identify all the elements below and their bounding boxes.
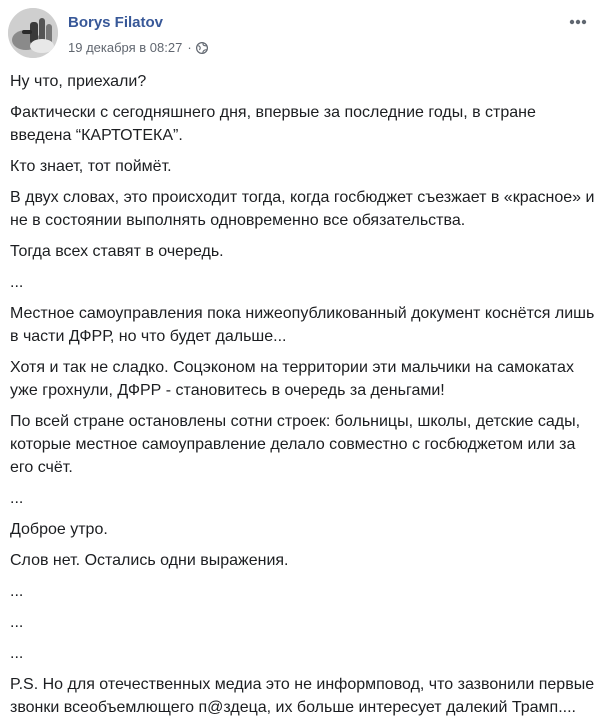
globe-icon[interactable] — [196, 42, 208, 54]
post-meta — [68, 40, 208, 55]
post-paragraph: Ну что, приехали? — [10, 73, 147, 90]
post-paragraph: В двух словах, это происходит тогда, когда госбюджет съезжает в «красное» и не в состоянии выполнять одновременно все обязательства. — [10, 189, 595, 229]
post-paragraph: ... — [10, 645, 24, 662]
post-body — [10, 70, 600, 727]
post-paragraph: Фактически с сегодняшнего дня, впервые за последние годы, в стране введена “КАРТОТЕКА”. — [10, 104, 536, 144]
avatar-photo-icon — [8, 8, 58, 58]
meta-separator: · — [187, 40, 192, 55]
post-timestamp[interactable]: 19 декабря в 08:27 — [68, 40, 183, 55]
post-paragraph: Кто знает, тот поймёт. — [10, 158, 172, 175]
post-paragraph: Хотя и так не сладко. Соцэконом на территории эти мальчики на самокатах уже грохнули, ДФРР - становитесь в очередь за деньгами! — [10, 359, 574, 399]
author-avatar[interactable] — [8, 8, 58, 58]
post-paragraph: ... — [10, 614, 24, 631]
post-paragraph: Местное самоуправления пока нижеопубликованный документ коснётся лишь в части ДФРР, но что будет дальше... — [10, 305, 595, 345]
post-paragraph: ... — [10, 490, 24, 507]
post-paragraph: Тогда всех ставят в очередь. — [10, 243, 224, 260]
post-paragraph: Слов нет. Остались одни выражения. — [10, 552, 289, 569]
post-paragraph: P.S. Но для отечественных медиа это не информповод, что зазвонили первые звонки всеобъемлющего п@здеца, их больше интересует далекий Трамп.... — [10, 676, 595, 716]
post-paragraph: ... — [10, 583, 24, 600]
post-paragraph: ... — [10, 274, 24, 291]
ellipsis-icon — [569, 19, 587, 25]
author-name-link[interactable]: Borys Filatov — [68, 14, 164, 31]
post-header — [8, 8, 598, 58]
post-paragraph: По всей стране остановлены сотни строек: больницы, школы, детские сады, которые местное самоуправление делало совместно с госбюджетом или за его счёт. — [10, 413, 581, 476]
post-options-button[interactable] — [566, 10, 590, 34]
post-paragraph: Доброе утро. — [10, 521, 108, 538]
